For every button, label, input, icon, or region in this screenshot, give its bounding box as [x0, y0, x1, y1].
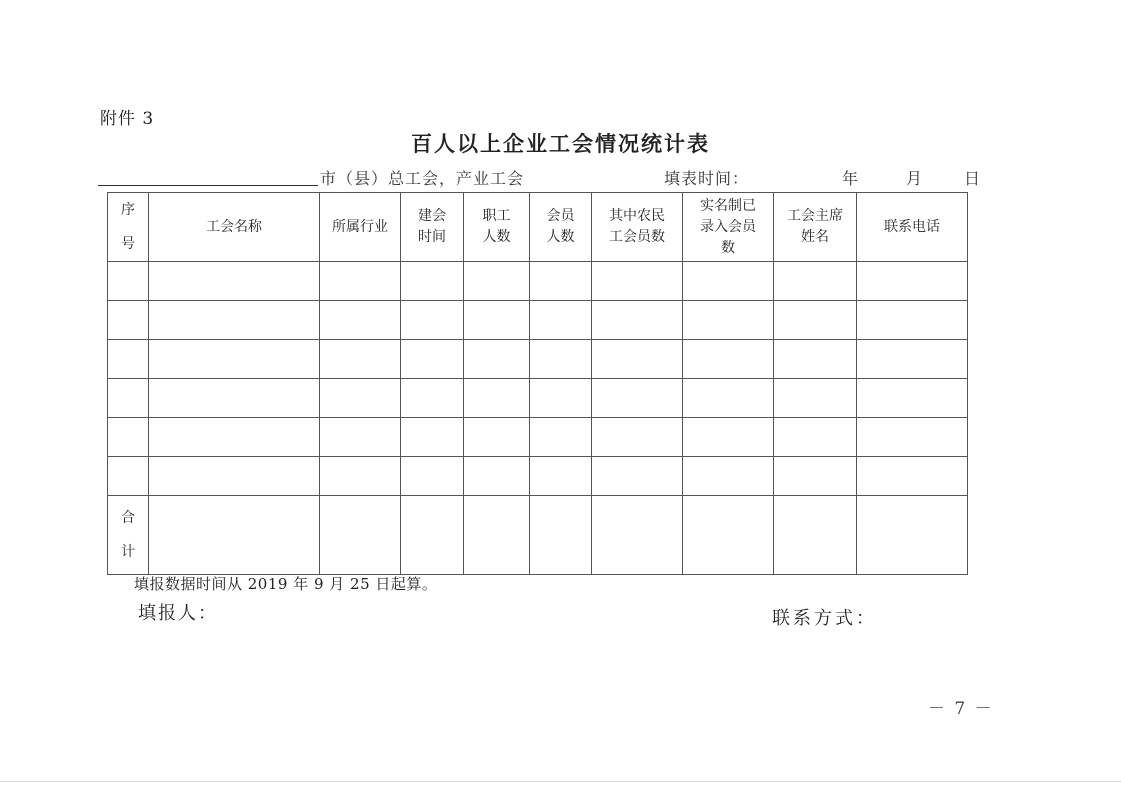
contact-label: 联系方式：: [772, 608, 877, 629]
col-industry: 所属行业: [320, 193, 401, 262]
fill-date-month: 月: [906, 169, 923, 188]
form-header-line: [98, 166, 981, 190]
scan-edge-line: [0, 781, 1121, 782]
reporter-label: 填报人：: [138, 603, 218, 624]
unit-name-blank: [98, 185, 318, 186]
attachment-label: 附件 3: [100, 109, 155, 129]
statistics-table: [107, 192, 968, 575]
col-staff-count: 职工 人数: [464, 193, 530, 262]
total-label: 合 计: [108, 496, 149, 575]
table-header-row: [108, 193, 968, 262]
table-row: [108, 379, 968, 418]
col-founded-time: 建会 时间: [401, 193, 464, 262]
col-farmer-members: 其中农民 工会员数: [592, 193, 683, 262]
col-phone: 联系电话: [857, 193, 968, 262]
table-row: [108, 340, 968, 379]
col-member-count: 会员 人数: [530, 193, 592, 262]
fill-date-label: 填表时间：: [664, 169, 750, 188]
unit-text: 市（县）总工会，产业工会: [320, 169, 525, 188]
col-union-name: 工会名称: [149, 193, 320, 262]
table-row: [108, 418, 968, 457]
table-row: [108, 262, 968, 301]
table-row: [108, 457, 968, 496]
col-seq: 序 号: [108, 193, 149, 262]
table-row: [108, 301, 968, 340]
col-chair-name: 工会主席 姓名: [774, 193, 857, 262]
page-title: 百人以上企业工会情况统计表: [411, 131, 710, 156]
fill-date-day: 日: [964, 169, 981, 188]
page-number: － 7 －: [928, 699, 994, 719]
col-realname-members: 实名制已 录入会员 数: [683, 193, 774, 262]
total-row: [108, 496, 968, 575]
fill-date-year: 年: [842, 169, 859, 188]
data-period-note: 填报数据时间从 2019 年 9 月 25 日起算。: [134, 575, 438, 593]
